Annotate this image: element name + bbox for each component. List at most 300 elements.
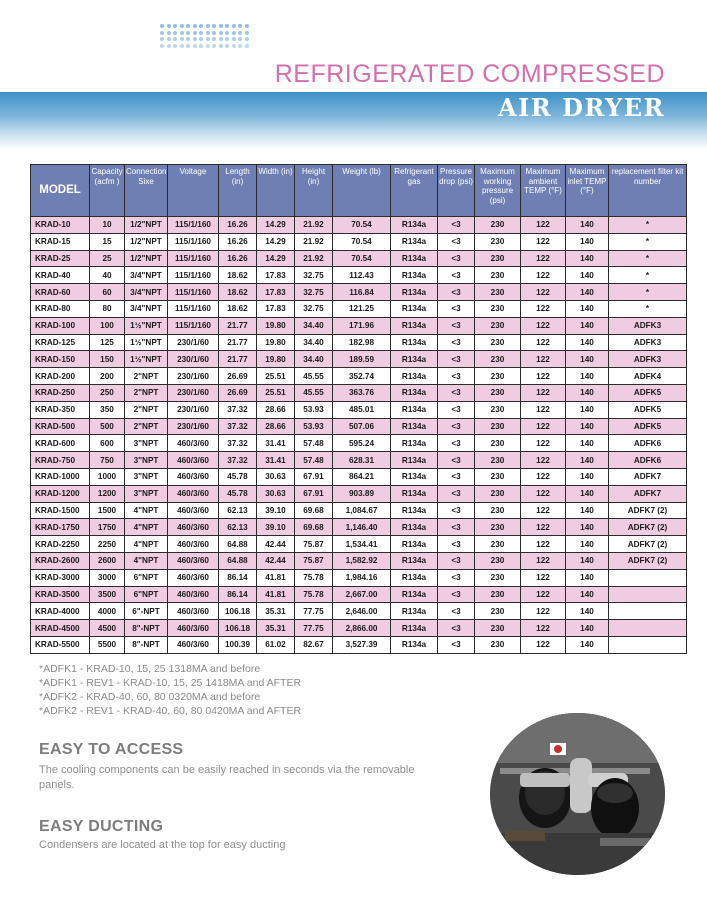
table-cell: 86.14 (219, 569, 257, 586)
decor-dot (173, 44, 177, 48)
table-cell: <3 (438, 435, 475, 452)
table-cell: 122 (521, 418, 566, 435)
table-row (31, 401, 687, 418)
table-cell: 3"NPT (125, 485, 168, 502)
table-cell: 121.25 (333, 300, 391, 317)
decor-dot (232, 24, 236, 28)
table-cell: 140 (566, 233, 609, 250)
decor-dot (206, 44, 210, 48)
table-cell: 140 (566, 401, 609, 418)
table-row (31, 384, 687, 401)
table-cell: 19.80 (257, 351, 295, 368)
spec-table (30, 164, 687, 654)
table-cell: 115/1/160 (168, 284, 219, 301)
column-header: Connection Sixe (125, 165, 168, 217)
table-row (31, 569, 687, 586)
table-cell: 230 (475, 620, 521, 637)
table-cell: 41.81 (257, 569, 295, 586)
table-cell: 116.84 (333, 284, 391, 301)
table-cell: <3 (438, 418, 475, 435)
table-cell: R134a (391, 300, 438, 317)
table-cell: 5500 (90, 636, 125, 653)
table-cell: 140 (566, 586, 609, 603)
column-header: Pressure drop (psi) (438, 165, 475, 217)
table-cell: 30.63 (257, 468, 295, 485)
table-cell: 122 (521, 401, 566, 418)
table-cell: 16.26 (219, 217, 257, 234)
section-heading-access: EASY TO ACCESS (39, 741, 184, 758)
table-cell: 230 (475, 452, 521, 469)
table-cell: 3"NPT (125, 468, 168, 485)
table-cell: 460/3/60 (168, 452, 219, 469)
table-cell: 140 (566, 300, 609, 317)
table-row (31, 300, 687, 317)
table-cell: 140 (566, 250, 609, 267)
section-text-access: The cooling components can be easily reached in seconds via the removable panels. (39, 764, 415, 791)
table-row (31, 233, 687, 250)
decor-dot (193, 44, 197, 48)
table-cell: 230 (475, 284, 521, 301)
dot-pattern-top (160, 24, 255, 54)
model-cell: KRAD-1750 (31, 519, 90, 536)
table-cell: 140 (566, 368, 609, 385)
table-cell: 3/4"NPT (125, 300, 168, 317)
table-row (31, 368, 687, 385)
table-cell: 34.40 (295, 351, 333, 368)
table-cell: 230 (475, 435, 521, 452)
table-row (31, 586, 687, 603)
table-cell: <3 (438, 401, 475, 418)
model-cell: KRAD-1000 (31, 468, 90, 485)
table-cell: 37.32 (219, 401, 257, 418)
table-cell: 230 (475, 536, 521, 553)
table-row (31, 452, 687, 469)
table-cell: 3000 (90, 569, 125, 586)
model-cell: KRAD-25 (31, 250, 90, 267)
table-cell: ADFK6 (609, 452, 687, 469)
decor-dot (219, 24, 223, 28)
table-row (31, 636, 687, 653)
table-cell: 17.83 (257, 284, 295, 301)
table-cell: 460/3/60 (168, 485, 219, 502)
table-cell: 230 (475, 636, 521, 653)
decor-dot (173, 31, 177, 35)
table-cell: <3 (438, 468, 475, 485)
table-cell: 75.78 (295, 586, 333, 603)
table-cell: 31.41 (257, 452, 295, 469)
table-cell: 230 (475, 300, 521, 317)
table-cell: 41.81 (257, 586, 295, 603)
table-cell: 140 (566, 519, 609, 536)
table-cell: 16.26 (219, 233, 257, 250)
table-cell: 140 (566, 485, 609, 502)
compressor-photo (490, 713, 665, 875)
table-cell: 230 (475, 418, 521, 435)
decor-dot (232, 44, 236, 48)
decor-dot (173, 24, 177, 28)
table-cell: 363.76 (333, 384, 391, 401)
table-cell: 32.75 (295, 300, 333, 317)
table-cell: <3 (438, 334, 475, 351)
table-row (31, 435, 687, 452)
table-cell: 230 (475, 552, 521, 569)
page-title-line2: AIR DRYER (497, 93, 665, 122)
table-cell: 230 (475, 401, 521, 418)
decor-dot (193, 37, 197, 41)
table-cell: 28.66 (257, 418, 295, 435)
table-row (31, 418, 687, 435)
table-cell: 112.43 (333, 267, 391, 284)
table-cell: 25 (90, 250, 125, 267)
table-cell: 140 (566, 351, 609, 368)
table-cell: * (609, 233, 687, 250)
table-cell: 61.02 (257, 636, 295, 653)
table-cell: R134a (391, 267, 438, 284)
table-cell: <3 (438, 536, 475, 553)
table-cell: 140 (566, 636, 609, 653)
decor-dot (238, 31, 242, 35)
table-cell: 189.59 (333, 351, 391, 368)
table-cell: 21.77 (219, 334, 257, 351)
table-cell: 140 (566, 468, 609, 485)
table-cell: 460/3/60 (168, 586, 219, 603)
table-cell: 122 (521, 485, 566, 502)
model-cell: KRAD-4000 (31, 603, 90, 620)
table-cell: <3 (438, 250, 475, 267)
table-cell: 21.92 (295, 217, 333, 234)
column-header: Voltage (168, 165, 219, 217)
table-cell: 864.21 (333, 468, 391, 485)
model-cell: KRAD-2600 (31, 552, 90, 569)
table-cell: 200 (90, 368, 125, 385)
decor-dot (232, 37, 236, 41)
table-cell: <3 (438, 620, 475, 637)
table-cell: 140 (566, 334, 609, 351)
section-text-ducting: Condensers are located at the top for easy ducting (39, 839, 286, 851)
column-header: Maximum ambient TEMP (°F) (521, 165, 566, 217)
decor-dot (245, 37, 249, 41)
table-cell: 19.80 (257, 317, 295, 334)
decor-dot (219, 31, 223, 35)
table-cell: 115/1/160 (168, 217, 219, 234)
decor-dot (199, 37, 203, 41)
table-cell: <3 (438, 351, 475, 368)
table-cell: 64.88 (219, 536, 257, 553)
table-cell: 77.75 (295, 603, 333, 620)
table-cell: R134a (391, 603, 438, 620)
table-row (31, 284, 687, 301)
decor-dot (206, 37, 210, 41)
table-cell: 250 (90, 384, 125, 401)
table-cell: ADFK5 (609, 418, 687, 435)
table-cell: 32.75 (295, 267, 333, 284)
table-cell: R134a (391, 217, 438, 234)
decor-dot (160, 37, 164, 41)
column-header: MODEL (31, 165, 90, 217)
table-cell: 4"NPT (125, 519, 168, 536)
table-cell: 230 (475, 502, 521, 519)
table-cell: 122 (521, 620, 566, 637)
decor-dot (206, 31, 210, 35)
table-cell: ADFK3 (609, 334, 687, 351)
table-cell: 122 (521, 233, 566, 250)
table-cell: 62.13 (219, 519, 257, 536)
table-cell: 3"NPT (125, 452, 168, 469)
table-header-row (31, 165, 687, 217)
table-cell: 35.31 (257, 603, 295, 620)
table-cell: 115/1/160 (168, 317, 219, 334)
model-cell: KRAD-15 (31, 233, 90, 250)
table-row (31, 536, 687, 553)
table-cell: 122 (521, 300, 566, 317)
table-cell: 18.62 (219, 267, 257, 284)
table-cell: 3500 (90, 586, 125, 603)
table-cell: 53.93 (295, 401, 333, 418)
decor-dot (193, 31, 197, 35)
table-cell: 140 (566, 603, 609, 620)
table-cell: 140 (566, 317, 609, 334)
table-cell: 122 (521, 519, 566, 536)
decor-dot (186, 31, 190, 35)
table-cell: 122 (521, 502, 566, 519)
table-row (31, 317, 687, 334)
model-cell: KRAD-4500 (31, 620, 90, 637)
table-cell: 1000 (90, 468, 125, 485)
table-cell: 115/1/160 (168, 233, 219, 250)
decor-dot (186, 24, 190, 28)
table-cell: 34.40 (295, 334, 333, 351)
decor-dot (219, 44, 223, 48)
table-cell: <3 (438, 502, 475, 519)
table-cell: 460/3/60 (168, 435, 219, 452)
table-cell: 4"NPT (125, 502, 168, 519)
table-cell: 30.63 (257, 485, 295, 502)
table-cell: R134a (391, 334, 438, 351)
table-cell: 125 (90, 334, 125, 351)
table-cell: 25.51 (257, 368, 295, 385)
table-cell: ADFK3 (609, 317, 687, 334)
model-cell: KRAD-3500 (31, 586, 90, 603)
decor-dot (167, 31, 171, 35)
table-cell: <3 (438, 233, 475, 250)
table-cell: R134a (391, 250, 438, 267)
table-cell: 460/3/60 (168, 519, 219, 536)
table-cell: ADFK7 (2) (609, 502, 687, 519)
table-cell: 106.18 (219, 603, 257, 620)
table-cell: 140 (566, 620, 609, 637)
decor-dot (186, 37, 190, 41)
decor-dot (199, 24, 203, 28)
model-cell: KRAD-5500 (31, 636, 90, 653)
table-cell: 140 (566, 536, 609, 553)
table-cell: 19.80 (257, 334, 295, 351)
table-cell: 140 (566, 284, 609, 301)
table-cell: R134a (391, 384, 438, 401)
table-cell: <3 (438, 519, 475, 536)
table-cell: 140 (566, 552, 609, 569)
table-cell: 40 (90, 267, 125, 284)
table-cell: 600 (90, 435, 125, 452)
table-cell: 460/3/60 (168, 552, 219, 569)
table-cell: 122 (521, 536, 566, 553)
table-cell: 75.87 (295, 536, 333, 553)
table-cell: 1,582.92 (333, 552, 391, 569)
table-cell: R134a (391, 284, 438, 301)
footnote: *ADFK1 - REV1 - KRAD-10, 15, 25 1418MA and AFTER (39, 677, 302, 689)
table-cell: 3/4"NPT (125, 267, 168, 284)
table-cell: 460/3/60 (168, 569, 219, 586)
table-cell: 4"NPT (125, 552, 168, 569)
table-cell: R134a (391, 536, 438, 553)
table-cell: ADFK7 (609, 485, 687, 502)
table-cell: 26.69 (219, 384, 257, 401)
table-cell: * (609, 267, 687, 284)
decor-dot (212, 24, 216, 28)
table-cell: * (609, 300, 687, 317)
model-cell: KRAD-350 (31, 401, 90, 418)
table-cell: 122 (521, 636, 566, 653)
table-cell: 37.32 (219, 435, 257, 452)
table-cell: 42.44 (257, 552, 295, 569)
table-cell: 140 (566, 418, 609, 435)
column-header: Capacity (acfm ) (90, 165, 125, 217)
model-cell: KRAD-750 (31, 452, 90, 469)
table-cell: 122 (521, 552, 566, 569)
table-cell: 595.24 (333, 435, 391, 452)
decor-dot (238, 24, 242, 28)
table-cell: 230 (475, 250, 521, 267)
model-cell: KRAD-1200 (31, 485, 90, 502)
table-cell: ADFK6 (609, 435, 687, 452)
decor-dot (180, 37, 184, 41)
table-cell: 45.55 (295, 384, 333, 401)
table-cell: 8"-NPT (125, 620, 168, 637)
table-cell: 500 (90, 418, 125, 435)
table-cell: 39.10 (257, 519, 295, 536)
table-cell: 2"NPT (125, 384, 168, 401)
decor-dot (238, 44, 242, 48)
table-cell: R134a (391, 317, 438, 334)
table-cell: 1,534.41 (333, 536, 391, 553)
table-cell: 122 (521, 435, 566, 452)
table-cell: 230 (475, 334, 521, 351)
table-cell: <3 (438, 569, 475, 586)
table-cell: 122 (521, 317, 566, 334)
table-cell: 230/1/60 (168, 418, 219, 435)
table-cell: 75.78 (295, 569, 333, 586)
table-cell: 4500 (90, 620, 125, 637)
table-cell: 140 (566, 217, 609, 234)
decor-dot (180, 44, 184, 48)
decor-dot (199, 31, 203, 35)
column-header: replacement filter kit number (609, 165, 687, 217)
table-cell: 106.18 (219, 620, 257, 637)
table-cell: R134a (391, 485, 438, 502)
table-cell: 115/1/160 (168, 300, 219, 317)
table-cell: ADFK7 (2) (609, 552, 687, 569)
table-cell: 1500 (90, 502, 125, 519)
model-cell: KRAD-1500 (31, 502, 90, 519)
table-cell: 16.26 (219, 250, 257, 267)
column-header: Length (in) (219, 165, 257, 217)
table-cell: 6"-NPT (125, 603, 168, 620)
table-cell: 25.51 (257, 384, 295, 401)
table-cell: 3/4"NPT (125, 284, 168, 301)
table-cell: 14.29 (257, 250, 295, 267)
decor-dot (167, 24, 171, 28)
table-cell: ADFK5 (609, 401, 687, 418)
decor-dot (193, 24, 197, 28)
table-cell: 34.40 (295, 317, 333, 334)
table-cell: 903.89 (333, 485, 391, 502)
decor-dot (225, 31, 229, 35)
table-cell: R134a (391, 569, 438, 586)
decor-dot (160, 44, 164, 48)
table-cell: 2600 (90, 552, 125, 569)
table-cell (609, 569, 687, 586)
table-cell: 70.54 (333, 233, 391, 250)
decor-dot (238, 37, 242, 41)
table-cell: 485.01 (333, 401, 391, 418)
table-cell: 140 (566, 569, 609, 586)
model-cell: KRAD-60 (31, 284, 90, 301)
decor-dot (206, 24, 210, 28)
table-cell: 10 (90, 217, 125, 234)
table-cell: 230 (475, 317, 521, 334)
table-cell: ADFK7 (2) (609, 519, 687, 536)
model-cell: KRAD-125 (31, 334, 90, 351)
table-cell: 45.55 (295, 368, 333, 385)
table-cell: 6"NPT (125, 586, 168, 603)
table-cell: 17.83 (257, 300, 295, 317)
table-cell: <3 (438, 485, 475, 502)
table-cell: 86.14 (219, 586, 257, 603)
decor-dot (180, 24, 184, 28)
table-cell: 100.39 (219, 636, 257, 653)
table-cell: 230 (475, 603, 521, 620)
table-cell: R134a (391, 233, 438, 250)
table-row (31, 485, 687, 502)
table-cell: 37.32 (219, 418, 257, 435)
decor-dot (186, 44, 190, 48)
table-cell: <3 (438, 552, 475, 569)
table-cell: 122 (521, 569, 566, 586)
footnote: *ADFK2 - REV1 - KRAD-40, 60, 80 0420MA and AFTER (39, 705, 302, 717)
table-cell (609, 603, 687, 620)
decor-dot (232, 31, 236, 35)
table-cell: 57.48 (295, 452, 333, 469)
table-cell: 230/1/60 (168, 401, 219, 418)
table-cell: 350 (90, 401, 125, 418)
table-row (31, 217, 687, 234)
table-cell: 171.96 (333, 317, 391, 334)
table-cell: ADFK3 (609, 351, 687, 368)
table-cell: 57.48 (295, 435, 333, 452)
table-cell: 1,984.16 (333, 569, 391, 586)
table-cell: R134a (391, 435, 438, 452)
table-cell: 67.91 (295, 485, 333, 502)
table-cell: 628.31 (333, 452, 391, 469)
table-cell: 67.91 (295, 468, 333, 485)
table-cell: 4000 (90, 603, 125, 620)
table-cell: 2250 (90, 536, 125, 553)
table-cell: ADFK5 (609, 384, 687, 401)
decor-dot (245, 24, 249, 28)
table-cell: 122 (521, 334, 566, 351)
table-cell: 140 (566, 435, 609, 452)
table-cell: 460/3/60 (168, 502, 219, 519)
table-row (31, 519, 687, 536)
